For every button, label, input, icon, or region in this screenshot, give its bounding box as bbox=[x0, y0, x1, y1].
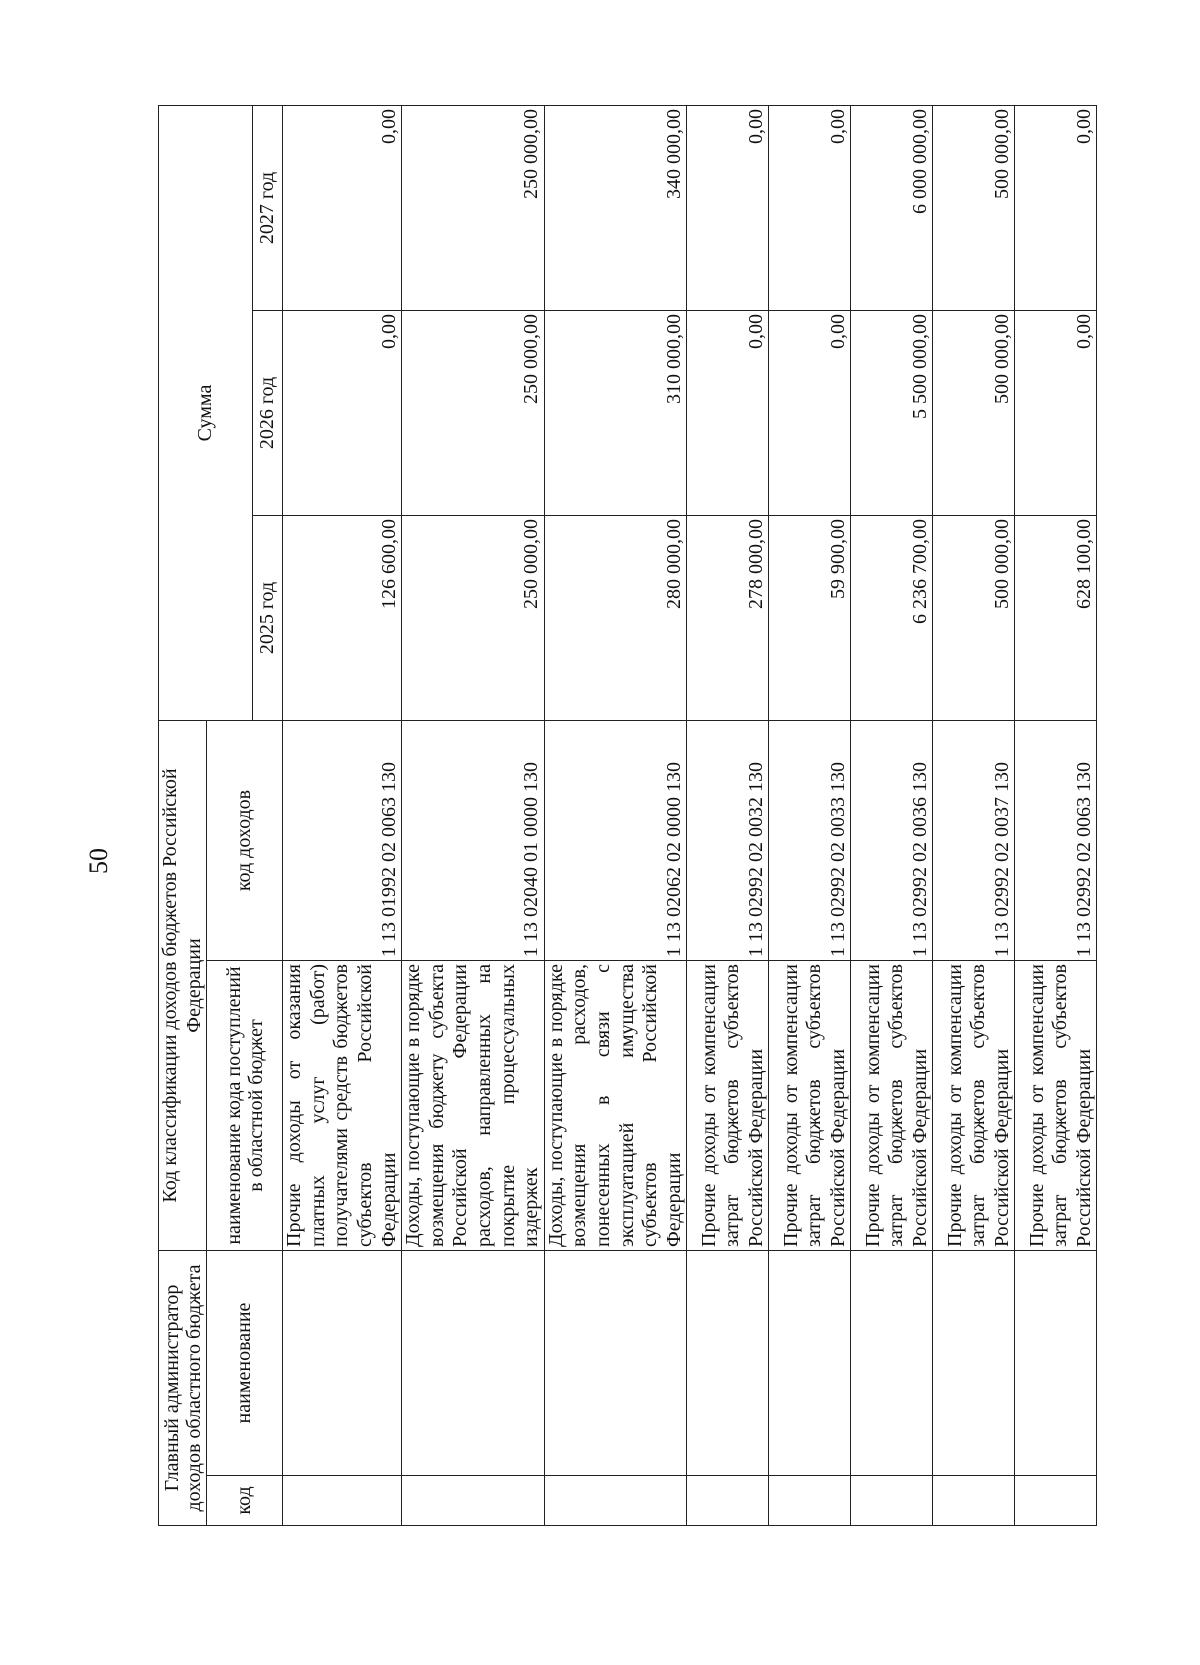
sum-group-header: Сумма bbox=[159, 105, 253, 720]
year-2025-header: 2025 год bbox=[253, 516, 283, 721]
admin-name-cell bbox=[1015, 1251, 1097, 1476]
admin-name-cell bbox=[687, 1251, 769, 1476]
admin-code-cell bbox=[283, 1476, 402, 1526]
description-cell: Прочие доходы от компенсации затрат бюджетов субъектов Российской Федерации bbox=[851, 961, 933, 1251]
value-2025-cell: 500 000,00 bbox=[933, 516, 1015, 721]
value-2026-cell: 0,00 bbox=[283, 311, 402, 516]
table-row bbox=[933, 105, 1015, 1525]
value-2027-cell: 0,00 bbox=[283, 105, 402, 310]
description-cell: Доходы, поступающие в порядке возмещения расходов, понесенных в связи с эксплуатацией имущества субъектов Российской Федерации bbox=[544, 961, 687, 1251]
year-2027-header: 2027 год bbox=[253, 105, 283, 310]
table-header bbox=[159, 105, 283, 1525]
page-number: 50 bbox=[84, 848, 113, 874]
value-2026-cell: 310 000,00 bbox=[544, 311, 687, 516]
year-2026-header: 2026 год bbox=[253, 311, 283, 516]
col-name-header: наименование bbox=[207, 1251, 283, 1476]
table-row bbox=[544, 105, 687, 1525]
admin-name-cell bbox=[402, 1251, 545, 1476]
value-2025-cell: 278 000,00 bbox=[687, 516, 769, 721]
value-2026-cell: 250 000,00 bbox=[402, 311, 545, 516]
classification-group-header: Код классификации доходов бюджетов Российской Федерации bbox=[159, 721, 207, 1251]
table-row bbox=[1015, 105, 1097, 1525]
admin-name-cell bbox=[283, 1251, 402, 1476]
value-2027-cell: 6 000 000,00 bbox=[851, 105, 933, 310]
admin-code-cell bbox=[769, 1476, 851, 1526]
value-2026-cell: 500 000,00 bbox=[933, 311, 1015, 516]
income-code-cell: 1 13 02992 02 0033 130 bbox=[769, 721, 851, 961]
admin-code-cell bbox=[544, 1476, 687, 1526]
value-2025-cell: 250 000,00 bbox=[402, 516, 545, 721]
admin-code-cell bbox=[851, 1476, 933, 1526]
description-cell: Прочие доходы от компенсации затрат бюджетов субъектов Российской Федерации bbox=[769, 961, 851, 1251]
value-2025-cell: 126 600,00 bbox=[283, 516, 402, 721]
admin-name-cell bbox=[933, 1251, 1015, 1476]
admin-code-cell bbox=[933, 1476, 1015, 1526]
admin-name-cell bbox=[769, 1251, 851, 1476]
admin-code-cell bbox=[687, 1476, 769, 1526]
budget-revenue-table bbox=[158, 105, 1097, 1526]
table-row bbox=[851, 105, 933, 1525]
value-2025-cell: 628 100,00 bbox=[1015, 516, 1097, 721]
admin-group-header: Главный администратор доходов областного бюджета bbox=[159, 1251, 207, 1526]
rotated-table-wrapper bbox=[158, 106, 1095, 1526]
income-code-cell: 1 13 01992 02 0063 130 bbox=[283, 721, 402, 961]
col-code-name-header: наименование кода поступлений в областной бюджет bbox=[207, 961, 283, 1251]
description-cell: Доходы, поступающие в порядке возмещения бюджету субъекта Российской Федерации расходов, направленных на покрытие процессуальных издержек bbox=[402, 961, 545, 1251]
value-2027-cell: 0,00 bbox=[1015, 105, 1097, 310]
col-income-code-header: код доходов bbox=[207, 721, 283, 961]
table-row bbox=[283, 105, 402, 1525]
value-2027-cell: 0,00 bbox=[687, 105, 769, 310]
income-code-cell: 1 13 02992 02 0063 130 bbox=[1015, 721, 1097, 961]
value-2025-cell: 280 000,00 bbox=[544, 516, 687, 721]
admin-name-cell bbox=[851, 1251, 933, 1476]
table-row bbox=[687, 105, 769, 1525]
description-cell: Прочие доходы от оказания платных услуг (работ) получателями средств бюджетов субъектов Российской Федерации bbox=[283, 961, 402, 1251]
income-code-cell: 1 13 02992 02 0032 130 bbox=[687, 721, 769, 961]
description-cell: Прочие доходы от компенсации затрат бюджетов субъектов Российской Федерации bbox=[1015, 961, 1097, 1251]
value-2027-cell: 500 000,00 bbox=[933, 105, 1015, 310]
value-2027-cell: 0,00 bbox=[769, 105, 851, 310]
col-code-header: код bbox=[207, 1476, 283, 1526]
value-2025-cell: 6 236 700,00 bbox=[851, 516, 933, 721]
table-body bbox=[283, 105, 1097, 1525]
value-2026-cell: 0,00 bbox=[1015, 311, 1097, 516]
description-cell: Прочие доходы от компенсации затрат бюджетов субъектов Российской Федерации bbox=[687, 961, 769, 1251]
value-2025-cell: 59 900,00 bbox=[769, 516, 851, 721]
income-code-cell: 1 13 02040 01 0000 130 bbox=[402, 721, 545, 961]
description-cell: Прочие доходы от компенсации затрат бюджетов субъектов Российской Федерации bbox=[933, 961, 1015, 1251]
value-2027-cell: 250 000,00 bbox=[402, 105, 545, 310]
value-2027-cell: 340 000,00 bbox=[544, 105, 687, 310]
value-2026-cell: 0,00 bbox=[769, 311, 851, 516]
income-code-cell: 1 13 02992 02 0037 130 bbox=[933, 721, 1015, 961]
admin-name-cell bbox=[544, 1251, 687, 1476]
admin-code-cell bbox=[402, 1476, 545, 1526]
value-2026-cell: 0,00 bbox=[687, 311, 769, 516]
value-2026-cell: 5 500 000,00 bbox=[851, 311, 933, 516]
table-row bbox=[402, 105, 545, 1525]
income-code-cell: 1 13 02992 02 0036 130 bbox=[851, 721, 933, 961]
table-row bbox=[769, 105, 851, 1525]
income-code-cell: 1 13 02062 02 0000 130 bbox=[544, 721, 687, 961]
admin-code-cell bbox=[1015, 1476, 1097, 1526]
